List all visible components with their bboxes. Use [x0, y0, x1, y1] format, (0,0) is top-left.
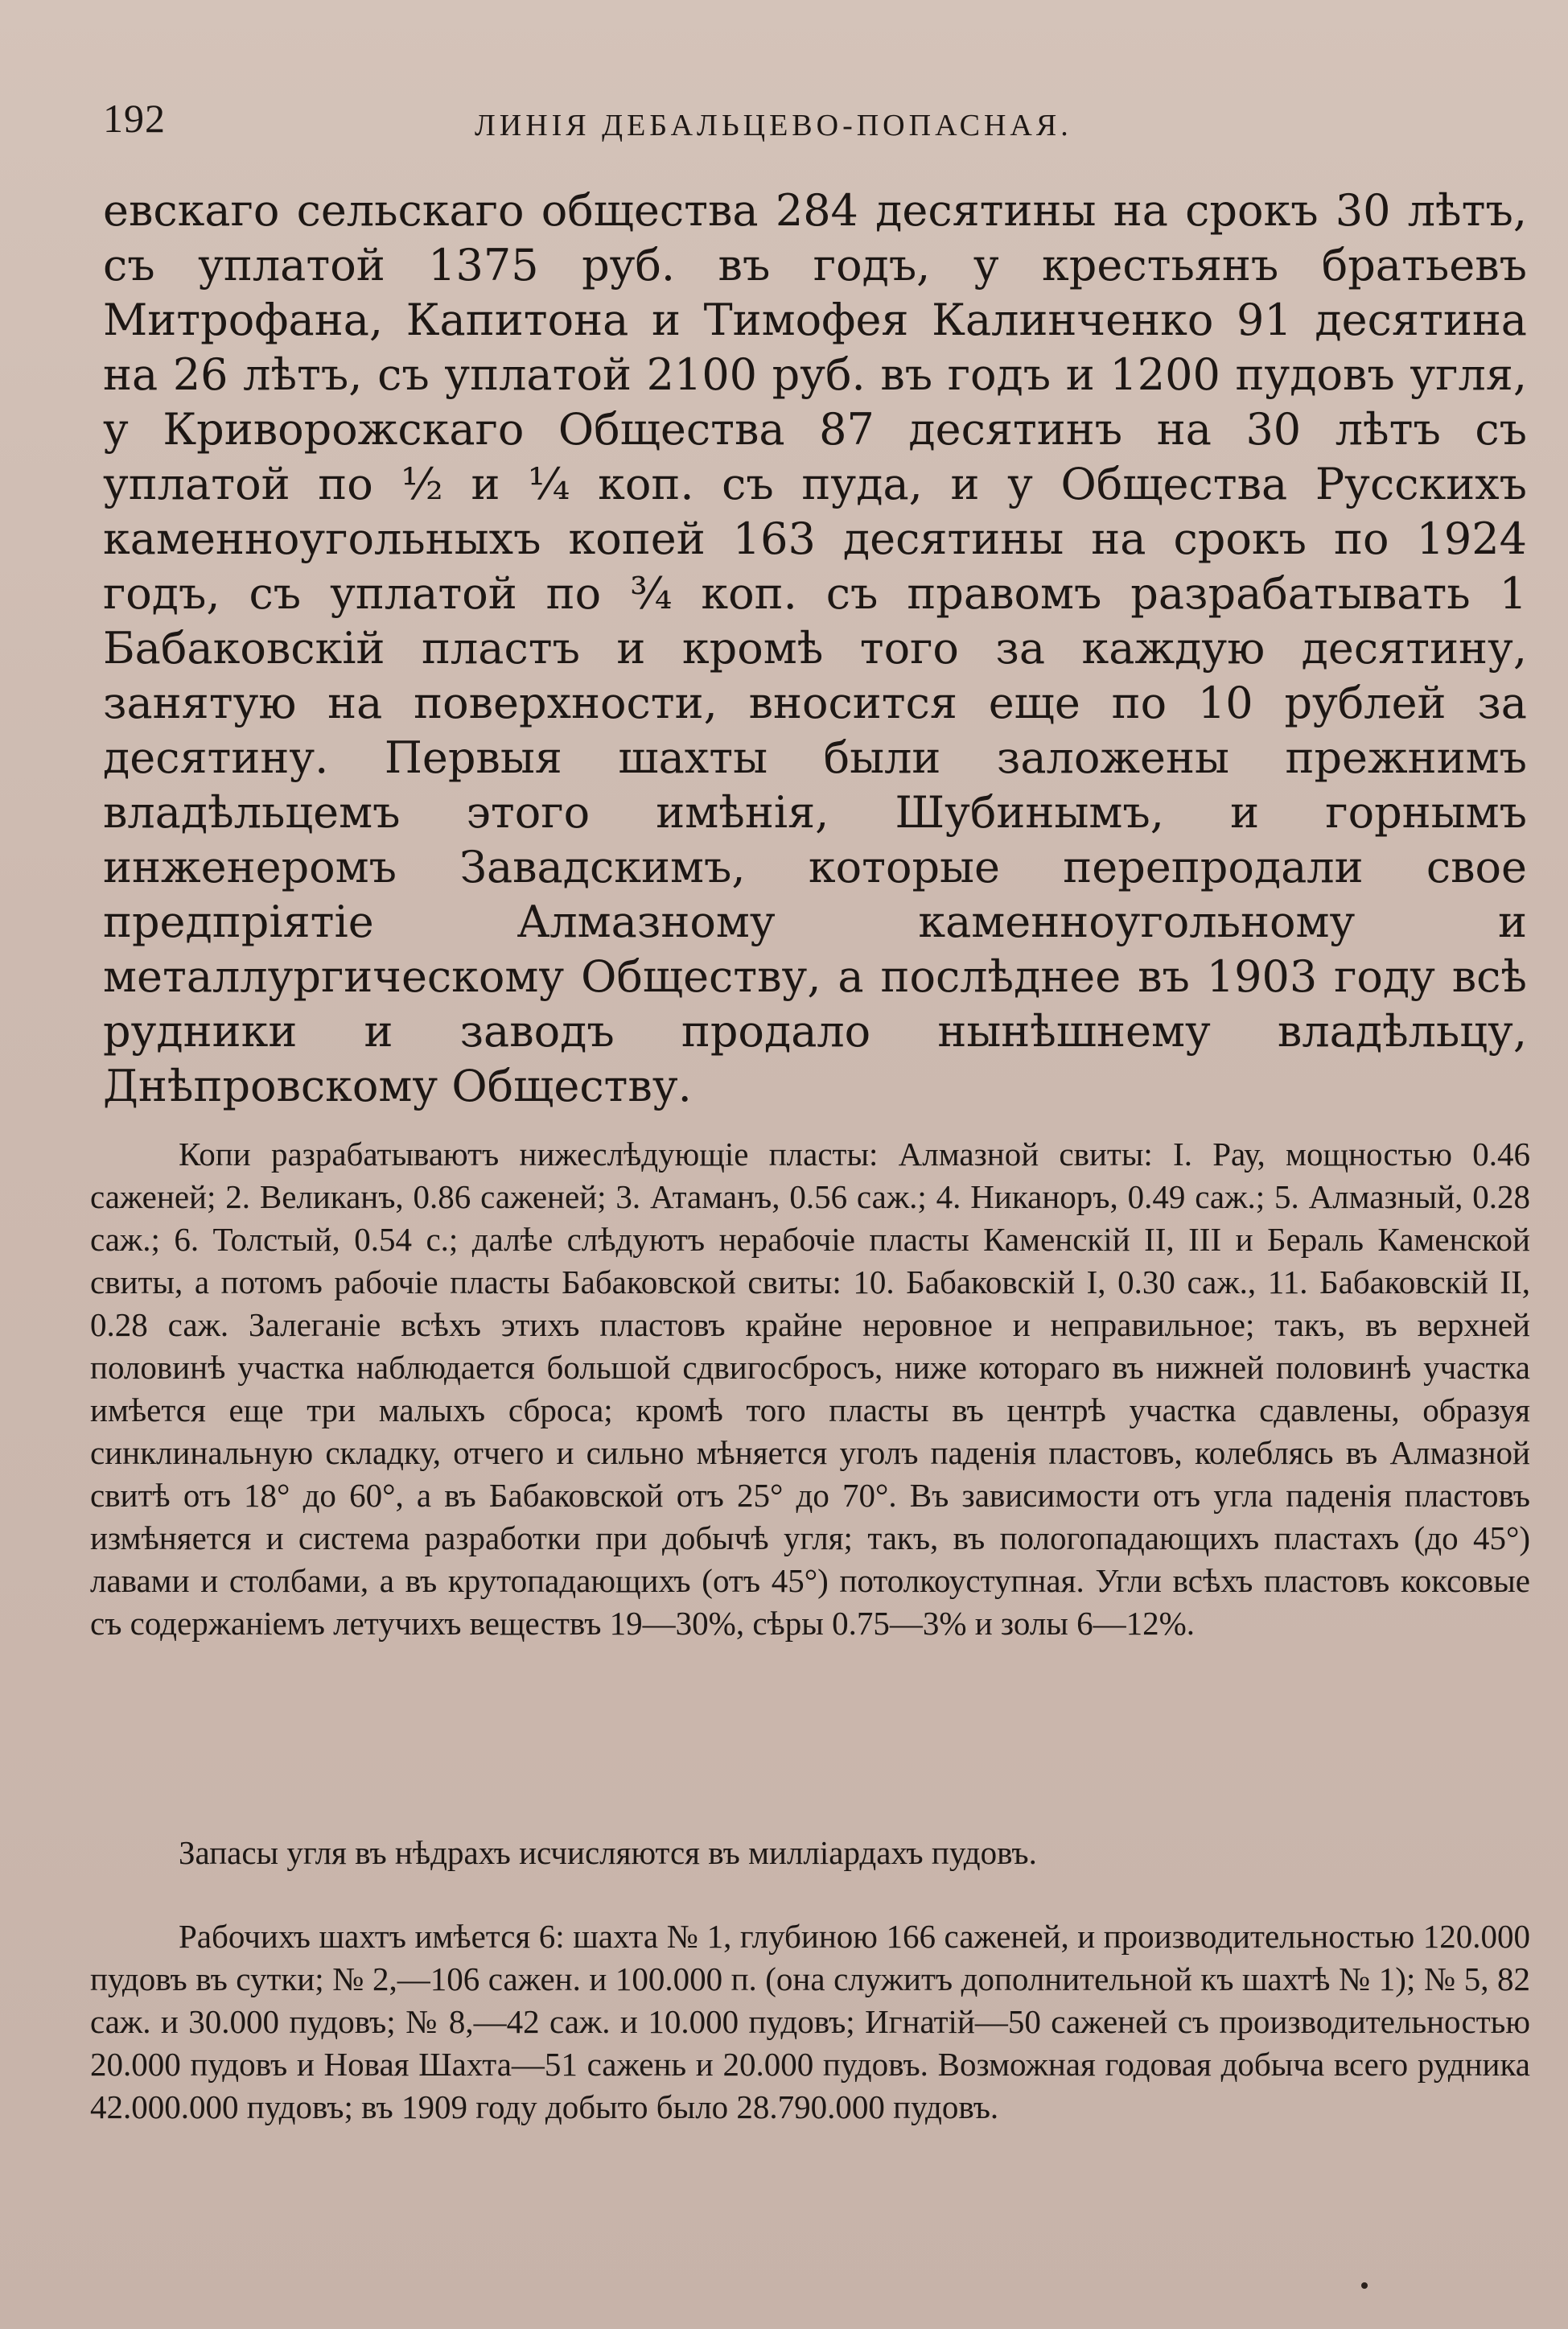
running-title: ЛИНІЯ ДЕБАЛЬЦЕВО-ПОПАСНАЯ.: [475, 109, 1072, 142]
page-number: 192: [103, 96, 166, 141]
working-shafts-paragraph: Рабочихъ шахтъ имѣется 6: шахта № 1, глубиною 166 саженей, и производительностью 120.000 пудовъ въ сутки; № 2,—106 сажен. и 100.000 п. (она служитъ дополнительной къ шахтѣ № 1); № 5, 82 саж. и 30.000 пудовъ; № 8,—42 саж. и 10.000 пудовъ; Игнатій—50 саженей съ производительностью 20.000 пудовъ и Новая Шахта—51 сажень и 20.000 пудовъ. Возможная годовая добыча всего рудника 42.000.000 пудовъ; въ 1909 году добыто было 28.790.000 пудовъ.: [90, 1918, 1530, 2125]
ink-speck: [1361, 2282, 1368, 2289]
coal-seams-paragraph: Копи разрабатываютъ нижеслѣдующіе пласты: Алмазной свиты: I. Рау, мощностью 0.46 саженей; 2. Великанъ, 0.86 саженей; 3. Атаманъ, 0.56 саж.; 4. Никаноръ, 0.49 саж.; 5. Алмазный, 0.28 саж.; 6. Толстый, 0.54 с.; далѣе слѣдуютъ нерабочіе пласты Каменскій II, III и Бераль Каменской свиты, а потомъ рабочіе пласты Бабаковской свиты: 10. Бабаковскій I, 0.30 саж., 11. Бабаковскій II, 0.28 саж. Залеганіе всѣхъ этихъ пластовъ крайне неровное и неправильное; такъ, въ верхней половинѣ участка наблюдается большой сдвигосбросъ, ниже котораго въ нижней половинѣ участка имѣется еще три малыхъ сброса; кромѣ того пласты въ центрѣ участка сдавлены, образуя синклинальную складку, отчего и сильно мѣняется уголъ паденія пластовъ, колеблясь въ Алмазной свитѣ отъ 18° до 60°, а въ Бабаковской отъ 25° до 70°. Въ зависимости отъ угла паденія пластовъ измѣняется и система разработки при добычѣ угля; такъ, въ пологопадающихъ пластахъ (до 45°) лавами и столбами, а въ крутопадающихъ (отъ 45°) потолкоуступная. Угли всѣхъ пластовъ коксовые съ содержаніемъ летучихъ веществъ 19—30%, сѣры 0.75—3% и золы 6—12%.: [90, 1136, 1530, 1642]
main-paragraph: евскаго сельскаго общества 284 десятины на срокъ 30 лѣтъ, съ уплатой 1375 руб. въ годъ, у крестьянъ братьевъ Митрофана, Капитона и Тимофея Калинченко 91 десятина на 26 лѣтъ, съ уплатой 2100 руб. въ годъ и 1200 пудовъ угля, у Криворожскаго Общества 87 десятинъ на 30 лѣтъ съ уплатой по ½ и ¼ коп. съ пуда, и у Общества Русскихъ каменноугольныхъ копей 163 десятины на срокъ по 1924 годъ, съ уплатой по ¾ коп. съ правомъ разрабатывать 1 Бабаковскій пластъ и кромѣ того за каждую десятину, занятую на поверхности, вносится еще по 10 рублей за десятину. Первыя шахты были заложены прежнимъ владѣльцемъ этого имѣнія, Шубинымъ, и горнымъ инженеромъ Завадскимъ, которые перепродали свое предпріятіе Алмазному каменноугольному и металлургическому Обществу, а послѣднее въ 1903 году всѣ рудники и заводъ продало нынѣшнему владѣльцу, Днѣпровскому Обществу.: [103, 185, 1527, 1111]
coal-reserves-paragraph: Запасы угля въ нѣдрахъ исчисляются въ милліардахъ пудовъ.: [179, 1834, 1037, 1871]
page-header: [0, 95, 1568, 151]
